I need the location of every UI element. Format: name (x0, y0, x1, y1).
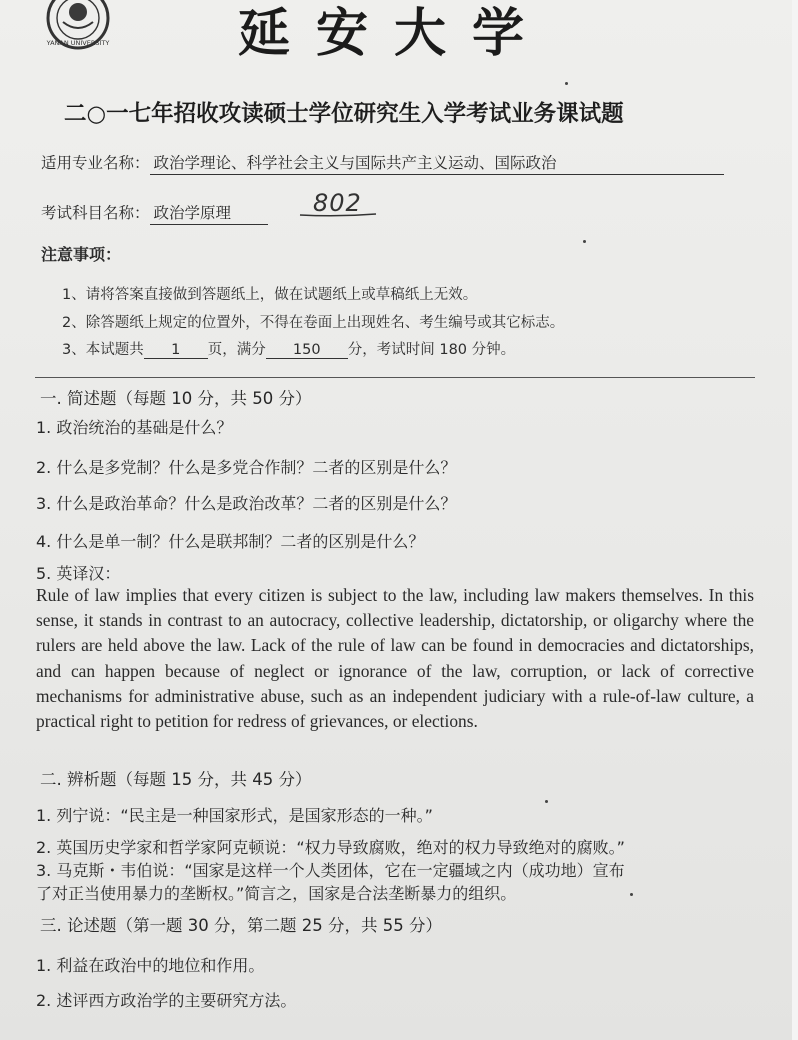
university-seal-icon (45, 0, 111, 52)
note-item-3 (62, 338, 515, 359)
paper-speck (565, 82, 568, 85)
paper-speck (630, 893, 633, 896)
question: 1. 利益在政治中的地位和作用。 (36, 956, 265, 975)
note-item: 2、除答题纸上规定的位置外，不得在卷面上出现姓名、考生编号或其它标志。 (62, 315, 565, 331)
subject-code-handwritten: 802 (313, 189, 362, 217)
seal-text: YANAN UNIVERSITY (46, 39, 110, 47)
major-label: 适用专业名称： (41, 154, 150, 172)
question: 4. 什么是单一制？什么是联邦制？二者的区别是什么？ (36, 532, 425, 551)
exam-title: 二○一七年招收攻读硕士学位研究生入学考试业务课试题 (64, 101, 624, 127)
question: 2. 什么是多党制？什么是多党合作制？二者的区别是什么？ (36, 458, 457, 477)
note3-suffix: 分，考试时间 180 分钟。 (347, 342, 516, 358)
note-item: 1、请将答案直接做到答题纸上，做在试题纸上或草稿纸上无效。 (62, 287, 478, 303)
question: 2. 英国历史学家和哲学家阿克顿说：“权力导致腐败，绝对的权力导致绝对的腐败。” (36, 838, 625, 857)
question: 1. 政治统治的基础是什么？ (36, 418, 233, 437)
question: 2. 述评西方政治学的主要研究方法。 (36, 991, 297, 1010)
question: 1. 列宁说：“民主是一种国家形式，是国家形态的一种。” (36, 806, 433, 825)
subject-field (41, 201, 268, 225)
question: 3. 马克斯・韦伯说：“国家是这样一个人类团体，它在一定疆域之内（成功地）宣布 (36, 861, 625, 880)
notes-heading: 注意事项： (41, 245, 122, 264)
page-edge (792, 0, 798, 1040)
section-heading: 二. 辨析题（每题 15 分，共 45 分） (40, 770, 312, 789)
paper-speck (583, 240, 586, 243)
question: 5. 英译汉： (36, 564, 121, 583)
section-heading: 一. 简述题（每题 10 分，共 50 分） (40, 389, 312, 408)
note3-mid: 页，满分 (207, 342, 266, 358)
translation-passage: Rule of law implies that every citizen is subject to the law, including law makers themselves. In this sense, it stands in contrast to an autocracy, collective leadership, dictatorship, or oligarchy where the rulers are held above the law. Lack of the rule of law can be found in democracies and dictatorships, and can happen because of neglect or ignorance of the law, corruption, or lack of corrective mechanisms for administrative abuse, such as an independent judiciary with a rule-of-law culture, a practical right to petition for redress of grievances, or elections. (36, 585, 754, 732)
full-score: 150 (266, 342, 348, 359)
note3-prefix: 3、本试题共 (62, 342, 144, 358)
question-continuation: 了对正当使用暴力的垄断权。”简言之，国家是合法垄断暴力的组织。 (36, 884, 517, 903)
subject-label: 考试科目名称： (41, 204, 150, 222)
page-count: 1 (144, 342, 208, 359)
handwritten-underline (298, 212, 378, 218)
question: 3. 什么是政治革命？什么是政治改革？二者的区别是什么？ (36, 494, 457, 513)
paper-speck (545, 800, 548, 803)
section-heading: 三. 论述题（第一题 30 分，第二题 25 分，共 55 分） (40, 916, 442, 935)
major-value: 政治学理论、科学社会主义与国际共产主义运动、国际政治 (150, 151, 724, 175)
major-field (41, 151, 724, 175)
subject-value: 政治学原理 (150, 201, 268, 225)
university-name: 延安大学 (238, 3, 551, 64)
divider (35, 377, 755, 378)
